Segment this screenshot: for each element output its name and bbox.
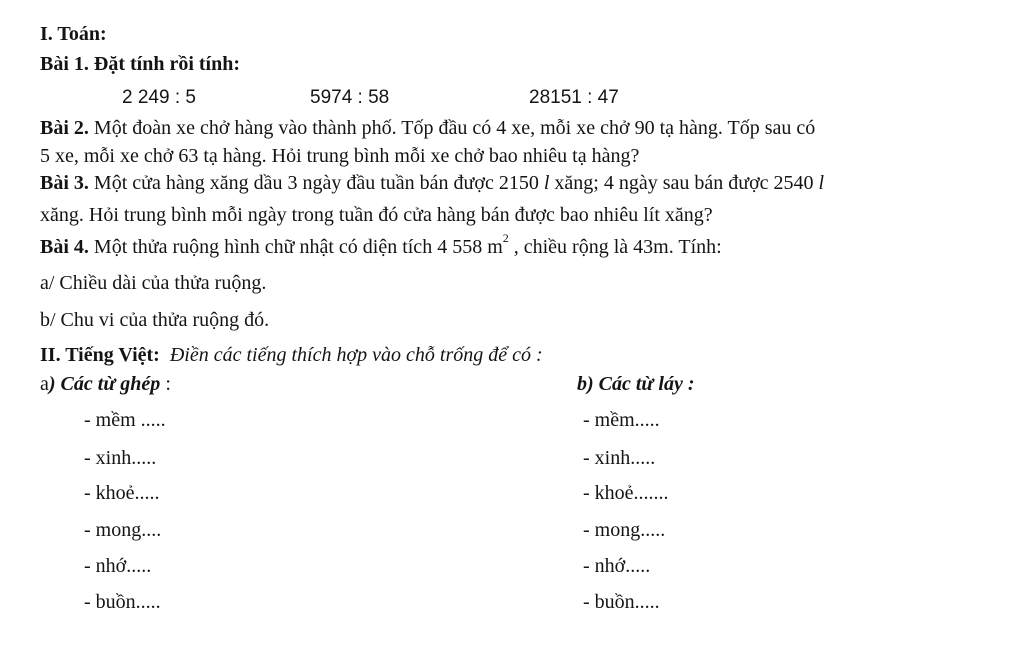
math-heading: I. Toán: [40,23,107,45]
viet-heading-line [40,343,543,367]
exercise-2-label: Bài 2. [40,117,89,139]
exercise-3-line-1 [40,171,824,195]
compound-item-nho: - nhớ..... [84,555,152,577]
exercise-4-text-1a: Một thửa ruộng hình chữ nhật có diện tích 4 558 m [88,236,503,258]
exercise-2-text-1: Một đoàn xe chở hàng vào thành phố. Tốp đầu có 4 xe, mỗi xe chở 90 tạ hàng. Tốp sau có [88,117,816,139]
viet-instruction: Điền các tiếng thích hợp vào chỗ trống để có : [169,344,543,366]
exercise-4-line-1 [40,231,722,259]
unit-liter-1: l [543,172,550,194]
calc-2: 5974 : 58 [310,87,390,108]
column-a-colon: : [160,373,171,395]
reduplicative-item-buon: - buồn..... [583,591,660,613]
reduplicative-item-mem: - mềm..... [583,409,660,431]
exercise-3-text-1a: Một cửa hàng xăng dầu 3 ngày đầu tuần bán được 2150 [88,172,544,194]
reduplicative-item-xinh: - xinh..... [583,447,656,469]
exercise-4-label: Bài 4. [40,236,89,258]
column-a-title-text: ) Các từ ghép [48,373,161,395]
exercise-3-line-2: xăng. Hỏi trung bình mỗi ngày trong tuần đó cửa hàng bán được bao nhiêu lít xăng? [40,204,713,226]
column-a-title [40,372,171,396]
exercise-2-line-2: 5 xe, mỗi xe chở 63 tạ hàng. Hỏi trung bình mỗi xe chở bao nhiêu tạ hàng? [40,145,640,167]
exercise-4-part-b: b/ Chu vi của thửa ruộng đó. [40,309,270,331]
exercise-2-line-1 [40,116,815,140]
calc-3: 28151 : 47 [529,87,619,108]
column-a-prefix: a [40,373,49,395]
compound-item-mem: - mềm ..... [84,409,166,431]
reduplicative-item-khoe: - khoẻ....... [583,482,669,504]
exercise-1-title: Bài 1. Đặt tính rồi tính: [40,53,241,75]
reduplicative-item-mong: - mong..... [583,519,666,541]
calc-1: 2 249 : 5 [122,87,196,108]
compound-item-xinh: - xinh..... [84,447,157,469]
exercise-4-text-1b: , chiều rộng là 43m. Tính: [508,236,722,258]
exercise-3-text-1b: xăng; 4 ngày sau bán được 2540 [549,172,819,194]
viet-heading: II. Tiếng Việt: [40,344,160,366]
exercise-4-part-a: a/ Chiều dài của thửa ruộng. [40,272,267,294]
compound-item-buon: - buồn..... [84,591,161,613]
reduplicative-item-nho: - nhớ..... [583,555,651,577]
unit-liter-2: l [818,172,825,194]
column-b-title: b) Các từ láy : [577,373,695,395]
compound-item-khoe: - khoẻ..... [84,482,160,504]
exercise-4-superscript: 2 [502,231,509,246]
exercise-3-label: Bài 3. [40,172,89,194]
compound-item-mong: - mong.... [84,519,162,541]
